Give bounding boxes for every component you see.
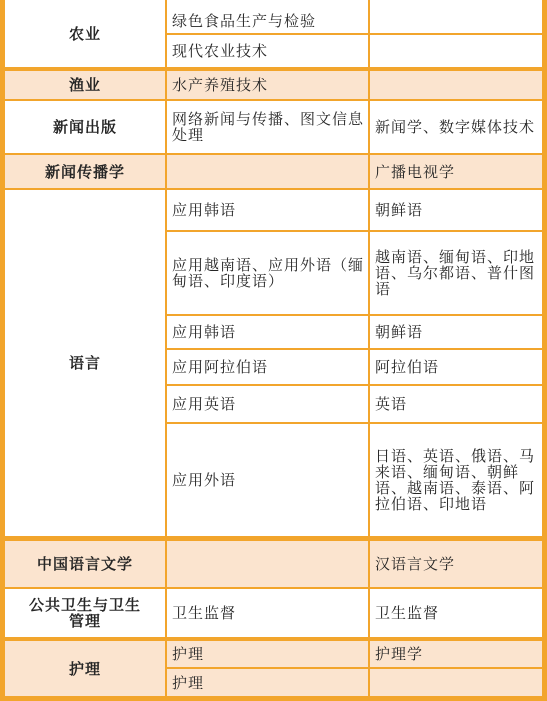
category-cell <box>5 589 165 637</box>
vocational-major: 应用韩语 <box>172 201 237 219</box>
undergrad-major: 卫生监督 <box>375 604 440 622</box>
category-cell <box>5 101 165 153</box>
category-label: 新闻出版 <box>52 118 117 136</box>
vocational-cell <box>167 155 368 188</box>
category-label: 公共卫生与卫生管理 <box>28 596 141 630</box>
vocational-major: 应用韩语 <box>172 323 237 341</box>
vocational-cell <box>167 541 368 587</box>
undergrad-cell <box>370 101 542 153</box>
category-cell <box>5 541 165 587</box>
category-label: 语言 <box>68 354 101 372</box>
vocational-cell <box>167 316 368 348</box>
vocational-cell <box>167 424 368 536</box>
vocational-major: 网络新闻与传播、图文信息处理 <box>172 110 365 144</box>
undergrad-major: 阿拉伯语 <box>375 358 440 376</box>
undergrad-cell <box>370 316 542 348</box>
category-label: 渔业 <box>68 76 101 94</box>
category-label: 中国语言文学 <box>36 555 133 573</box>
vocational-cell <box>167 232 368 314</box>
undergrad-cell <box>370 641 542 667</box>
undergrad-major: 新闻学、数字媒体技术 <box>375 118 536 136</box>
vocational-major: 应用越南语、应用外语（缅甸语、印度语） <box>172 256 365 290</box>
category-cell <box>5 155 165 188</box>
vocational-cell <box>167 669 368 696</box>
undergrad-cell <box>370 155 542 188</box>
undergrad-cell <box>370 190 542 230</box>
category-cell <box>5 0 165 67</box>
undergrad-major: 英语 <box>375 395 408 413</box>
vocational-cell <box>167 190 368 230</box>
undergrad-cell <box>370 71 542 99</box>
vocational-cell <box>167 35 368 67</box>
category-cell <box>5 71 165 99</box>
vocational-cell <box>167 350 368 384</box>
undergrad-cell <box>370 35 542 67</box>
category-cell <box>5 641 165 696</box>
undergrad-major: 汉语言文学 <box>375 555 456 573</box>
undergrad-major: 护理学 <box>375 645 424 663</box>
undergrad-cell <box>370 0 542 33</box>
undergrad-cell <box>370 232 542 314</box>
undergrad-cell <box>370 669 542 696</box>
vocational-major: 绿色食品生产与检验 <box>172 12 317 30</box>
undergrad-major: 朝鲜语 <box>375 201 424 219</box>
vocational-cell <box>167 589 368 637</box>
vocational-major: 应用阿拉伯语 <box>172 358 269 376</box>
undergrad-cell <box>370 424 542 536</box>
undergrad-cell <box>370 541 542 587</box>
undergrad-major: 越南语、缅甸语、印地语、乌尔都语、普什图语 <box>375 248 536 298</box>
vocational-cell <box>167 101 368 153</box>
undergrad-cell <box>370 386 542 422</box>
vocational-major: 护理 <box>172 673 205 692</box>
vocational-cell <box>167 0 368 33</box>
undergrad-major: 朝鲜语 <box>375 323 424 341</box>
vocational-cell <box>167 386 368 422</box>
category-cell <box>5 190 165 536</box>
undergrad-cell <box>370 350 542 384</box>
category-label: 新闻传播学 <box>44 162 125 181</box>
vocational-major: 现代农业技术 <box>172 42 269 60</box>
vocational-major: 卫生监督 <box>172 604 237 622</box>
vocational-cell <box>167 641 368 667</box>
vocational-major: 护理 <box>172 645 205 663</box>
category-label: 农业 <box>68 24 101 43</box>
undergrad-major: 广播电视学 <box>375 162 456 181</box>
vocational-major: 水产养殖技术 <box>172 76 269 94</box>
undergrad-major: 日语、英语、俄语、马来语、缅甸语、朝鲜语、越南语、泰语、阿拉伯语、印地语 <box>375 447 536 513</box>
category-label: 护理 <box>68 659 101 678</box>
vocational-cell <box>167 71 368 99</box>
vocational-major: 应用外语 <box>172 471 237 489</box>
vocational-major: 应用英语 <box>172 395 237 413</box>
undergrad-cell <box>370 589 542 637</box>
